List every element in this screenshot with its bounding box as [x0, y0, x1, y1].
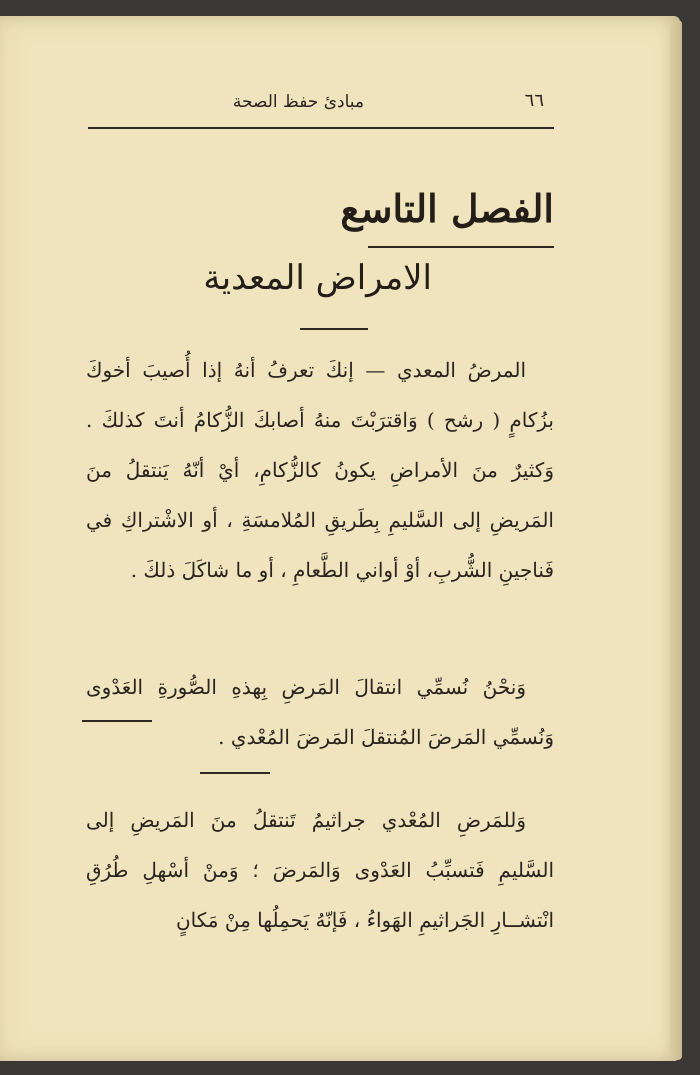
paragraph-2: وَنحْنُ نُسمِّي انتقالَ المَرضِ بِهذهِ الصُّورةِ العَدْوى وَنُسمِّي المَرضَ المُنتقلَ المَرضَ المُعْدي . [86, 675, 554, 749]
section-title-rule [300, 328, 368, 330]
section-title: الامراض المعدية [203, 258, 432, 298]
chapter-title-rule [368, 246, 554, 248]
handwritten-underline [82, 720, 152, 722]
paragraph-3: وَللمَرضِ المُعْدي جراثيمُ تَنتقلُ منَ المَريضِ إلى السَّليمِ فَتسبِّبُ العَدْوى وَالمَرضَ ؛ وَمنْ أسْهلِ طُرُقِ انْتشــارِ الجَراثيمِ الهَواءُ ، فَإنّهُ يَحمِلُها مِنْ مَكانٍ [86, 808, 554, 932]
page-number: ٦٦ [524, 90, 544, 111]
page-header [88, 88, 554, 120]
chapter-title: الفصل التاسع [340, 186, 554, 231]
header-rule [88, 127, 554, 129]
handwritten-underline [200, 772, 270, 774]
running-title: مبادئ حفظ الصحة [232, 92, 364, 112]
paragraph-1: المرضُ المعدي — إنكَ تعرفُ أنهُ إذا أُصيبَ أخوكَ بزُكامٍ ( رشح ) وَاقترَبْتَ منهُ أصابكَ الزُّكامُ أنتَ كذلكَ . وَكثيرٌ منَ الأمراضِ يكونُ كالزُّكامِ، أيْ أنّهُ يَنتقلُ منَ المَريضِ إلى السَّليمِ بِطَريقِ المُلامسَةِ ، أو الاشْتراكِ في فَناجينِ الشُّربِ، أوْ أواني الطَّعامِ ، أو ما شاكَلَ ذلكَ . [86, 358, 554, 582]
page-edge [670, 20, 682, 1060]
